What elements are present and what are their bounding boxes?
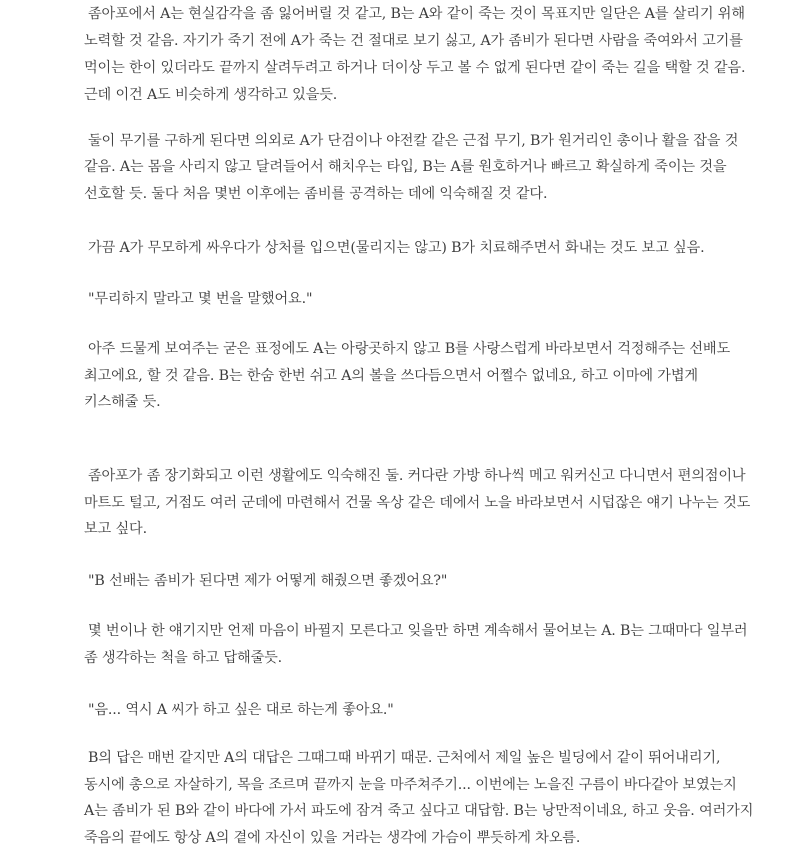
quote-3: "음... 역시 A 씨가 하고 싶은 대로 하는게 좋아요.": [88, 702, 394, 718]
paragraph-5-line-3: 키스해줄 듯.: [84, 394, 161, 410]
paragraph-2-line-2: 같음. A는 몸을 사리지 않고 달려들어서 해치우는 타입, B는 A를 원호하거나 빠르고 확실하게 죽이는 것을: [84, 159, 727, 175]
paragraph-1-line-4: 근데 이건 A도 비슷하게 생각하고 있을듯.: [84, 87, 338, 103]
paragraph-2-line-3: 선호할 듯. 둘다 처음 몇번 이후에는 좀비를 공격하는 데에 익숙해질 것 같다.: [84, 186, 548, 202]
paragraph-1-line-3: 먹이는 한이 있더라도 끝까지 살려두려고 하거나 더이상 두고 볼 수 없게 된다면 같이 죽는 길을 택할 것 같음.: [84, 60, 746, 76]
paragraph-6-line-3: 보고 싶다.: [84, 521, 147, 537]
paragraph-8-line-1: 몇 번이나 한 얘기지만 언제 마음이 바뀔지 모른다고 잊을만 하면 계속해서 물어보는 A. B는 그때마다 일부러: [88, 623, 748, 639]
paragraph-10-line-4: 죽음의 끝에도 항상 A의 곁에 자신이 있을 거라는 생각에 가슴이 뿌듯하게 차오름.: [84, 830, 581, 846]
paragraph-10-line-3: A는 좀비가 된 B와 같이 바다에 가서 파도에 잠겨 죽고 싶다고 대답함. B는 낭만적이네요, 하고 웃음. 여러가지: [84, 803, 754, 819]
quote-2: "B 선배는 좀비가 된다면 제가 어떻게 해줬으면 좋겠어요?": [88, 573, 448, 589]
paragraph-10-line-1: B의 답은 매번 같지만 A의 대답은 그때그때 바뀌기 때문. 근처에서 제일 높은 빌딩에서 같이 뛰어내리기,: [88, 750, 721, 766]
paragraph-6-line-2: 마트도 털고, 거점도 여러 군데에 마련해서 건물 옥상 같은 데에서 노을 바라보면서 시덥잖은 얘기 나누는 것도: [84, 495, 751, 511]
paragraph-5-line-2: 최고에요, 할 것 같음. B는 한숨 한번 쉬고 A의 볼을 쓰다듬으면서 어쩔수 없네요, 하고 이마에 가볍게: [84, 368, 698, 384]
paragraph-1-line-2: 노력할 것 같음. 자기가 죽기 전에 A가 죽는 건 절대로 보기 싫고, A가 좀비가 된다면 사람을 죽여와서 고기를: [84, 33, 743, 49]
paragraph-3-line-1: 가끔 A가 무모하게 싸우다가 상처를 입으면(물리지는 않고) B가 치료해주면서 화내는 것도 보고 싶음.: [88, 240, 705, 256]
paragraph-6-line-1: 좀아포가 좀 장기화되고 이런 생활에도 익숙해진 둘. 커다란 가방 하나씩 메고 워커신고 다니면서 편의점이나: [88, 468, 746, 484]
paragraph-5-line-1: 아주 드물게 보여주는 굳은 표정에도 A는 아랑곳하지 않고 B를 사랑스럽게 바라보면서 걱정해주는 선배도: [88, 341, 731, 357]
quote-1: "무리하지 말라고 몇 번을 말했어요.": [88, 291, 313, 307]
paragraph-1-line-1: 좀아포에서 A는 현실감각을 좀 잃어버릴 것 같고, B는 A와 같이 죽는 것이 목표지만 일단은 A를 살리기 위해: [88, 6, 745, 22]
paragraph-8-line-2: 좀 생각하는 척을 하고 답해줄듯.: [84, 650, 283, 666]
paragraph-10-line-2: 동시에 총으로 자살하기, 목을 조르며 끝까지 눈을 마주쳐주기... 이번에는 노을진 구름이 바다같아 보였는지: [84, 777, 737, 793]
paragraph-2-line-1: 둘이 무기를 구하게 된다면 의외로 A가 단검이나 야전칼 같은 근접 무기, B가 원거리인 총이나 활을 잡을 것: [88, 133, 739, 149]
